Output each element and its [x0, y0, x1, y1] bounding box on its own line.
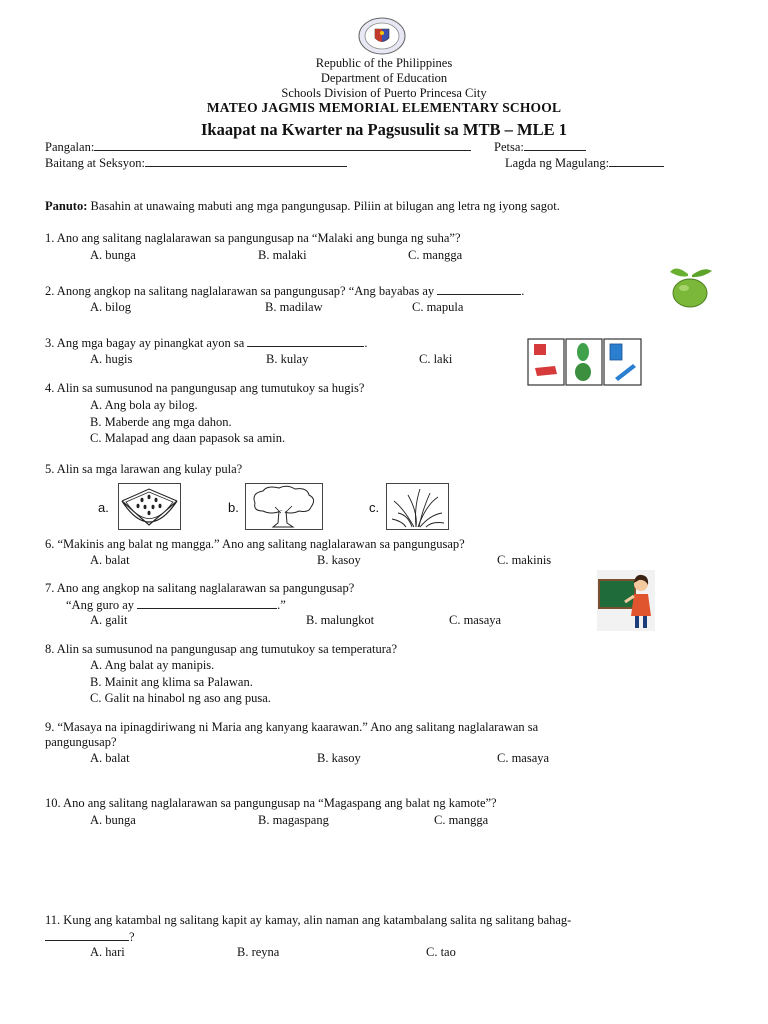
- grade-section-field[interactable]: [45, 155, 347, 171]
- name-label: Pangalan:: [45, 140, 95, 154]
- q3-choice-b[interactable]: B. kulay: [266, 352, 309, 366]
- q10-choice-c[interactable]: C. mangga: [434, 813, 489, 827]
- q3-choice-c[interactable]: C. laki: [419, 352, 453, 366]
- question-11: 11. Kung ang katambal ng salitang kapit ay kamay, alin naman ang katambalang salita ng salitang bahag-: [45, 913, 572, 927]
- q1-choice-a[interactable]: A. bunga: [90, 248, 136, 262]
- guava-icon: [666, 262, 716, 310]
- date-field[interactable]: [494, 139, 586, 155]
- question-11-line2: [45, 929, 135, 945]
- q11-choice-a[interactable]: A. hari: [90, 945, 125, 959]
- parent-signature-field[interactable]: [505, 155, 664, 171]
- q6-choice-b[interactable]: B. kasoy: [317, 553, 361, 567]
- q7-choice-b[interactable]: B. malungkot: [306, 613, 375, 627]
- q2-text: 2. Anong angkop na salitang naglalarawan sa pangungusap? “Ang bayabas ay: [45, 284, 438, 298]
- question-9: 9. “Masaya na ipinagdiriwang ni Maria ang kanyang kaarawan.” Ano ang salitang naglalarawan sa: [45, 720, 539, 734]
- directions-label: Panuto:: [45, 199, 88, 213]
- watermelon-image: [118, 483, 181, 530]
- question-3: [45, 335, 368, 351]
- department-line: Department of Education: [320, 71, 448, 85]
- question-4: 4. Alin sa sumusunod na pangungusap ang tumutukoy sa hugis?: [45, 381, 365, 395]
- q3-end: .: [364, 336, 368, 350]
- q8-choice-a[interactable]: A. Ang balat ay manipis.: [90, 658, 215, 672]
- division-line: Schools Division of Puerto Princesa City: [281, 86, 487, 100]
- q2-end: .: [521, 284, 525, 298]
- tree-image: [245, 483, 323, 530]
- q10-choice-b[interactable]: B. magaspang: [258, 813, 329, 827]
- question-1: 1. Ano ang salitang naglalarawan sa pangungusap na “Malaki ang bunga ng suha”?: [45, 231, 461, 245]
- question-6: 6. “Makinis ang balat ng mangga.” Ano ang salitang naglalarawan sa pangungusap?: [45, 537, 465, 551]
- q4-choice-c[interactable]: C. Malapad ang daan papasok sa amin.: [90, 431, 286, 445]
- q6-choice-c[interactable]: C. makinis: [497, 553, 552, 567]
- q4-choice-b[interactable]: B. Maberde ang mga dahon.: [90, 415, 232, 429]
- question-7: 7. Ano ang angkop na salitang naglalarawan sa pangungusap?: [45, 581, 355, 595]
- q3-blank[interactable]: [247, 335, 364, 347]
- question-5: 5. Alin sa mga larawan ang kulay pula?: [45, 462, 243, 476]
- directions: [45, 198, 560, 214]
- grade-section-blank[interactable]: [145, 155, 347, 167]
- q3-choice-a[interactable]: A. hugis: [90, 352, 133, 366]
- q8-choice-b[interactable]: B. Mainit ang klima sa Palawan.: [90, 675, 253, 689]
- q11-end: ?: [129, 930, 135, 944]
- q7-blank[interactable]: [137, 597, 277, 609]
- q2-choice-b[interactable]: B. madilaw: [265, 300, 323, 314]
- q9-choice-c[interactable]: C. masaya: [497, 751, 550, 765]
- grass-image: [386, 483, 449, 530]
- date-label: Petsa:: [494, 140, 524, 154]
- q7-choice-a[interactable]: A. galit: [90, 613, 128, 627]
- q9-choice-b[interactable]: B. kasoy: [317, 751, 361, 765]
- q11-choice-b[interactable]: B. reyna: [237, 945, 280, 959]
- q1-choice-c[interactable]: C. mangga: [408, 248, 463, 262]
- name-blank[interactable]: [94, 139, 471, 151]
- q8-choice-c[interactable]: C. Galit na hinabol ng aso ang pusa.: [90, 691, 271, 705]
- q7-sentence: [66, 597, 286, 613]
- q1-choice-b[interactable]: B. malaki: [258, 248, 307, 262]
- grouped-objects-image: [527, 338, 643, 387]
- q2-choice-c[interactable]: C. mapula: [412, 300, 464, 314]
- name-field[interactable]: [45, 139, 471, 155]
- q2-blank[interactable]: [437, 283, 521, 295]
- teacher-image: [597, 570, 655, 631]
- q5-choice-a[interactable]: a.: [98, 500, 109, 515]
- q2-choice-a[interactable]: A. bilog: [90, 300, 131, 314]
- school-name: MATEO JAGMIS MEMORIAL ELEMENTARY SCHOOL: [206, 100, 562, 115]
- q7-choice-c[interactable]: C. masaya: [449, 613, 502, 627]
- q5-choice-b[interactable]: b.: [228, 500, 239, 515]
- q7-sentence-start: “Ang guro ay: [66, 598, 138, 612]
- q3-text: 3. Ang mga bagay ay pinangkat ayon sa: [45, 336, 248, 350]
- question-8: 8. Alin sa sumusunod na pangungusap ang tumutukoy sa temperatura?: [45, 642, 398, 656]
- q11-choice-c[interactable]: C. tao: [426, 945, 456, 959]
- question-10: 10. Ano ang salitang naglalarawan sa pangungusap na “Magaspang ang balat ng kamote”?: [45, 796, 497, 810]
- directions-text: Basahin at unawaing mabuti ang mga pangungusap. Piliin at bilugan ang letra ng iyong sagot.: [90, 199, 560, 213]
- q10-choice-a[interactable]: A. bunga: [90, 813, 136, 827]
- grade-section-label: Baitang at Seksyon:: [45, 156, 145, 170]
- exam-title: Ikaapat na Kwarter na Pagsusulit sa MTB – MLE 1: [201, 120, 567, 139]
- q6-choice-a[interactable]: A. balat: [90, 553, 130, 567]
- deped-seal: [357, 17, 407, 55]
- q4-choice-a[interactable]: A. Ang bola ay bilog.: [90, 398, 198, 412]
- q7-sentence-end: .”: [277, 598, 286, 612]
- q11-blank[interactable]: [45, 929, 129, 941]
- parent-signature-blank[interactable]: [609, 155, 664, 167]
- question-2: [45, 283, 524, 299]
- date-blank[interactable]: [524, 139, 586, 151]
- q5-choice-c[interactable]: c.: [369, 500, 380, 515]
- q9-choice-a[interactable]: A. balat: [90, 751, 130, 765]
- question-9-line2: pangungusap?: [45, 735, 117, 749]
- republic-line: Republic of the Philippines: [315, 56, 453, 70]
- parent-signature-label: Lagda ng Magulang:: [505, 156, 610, 170]
